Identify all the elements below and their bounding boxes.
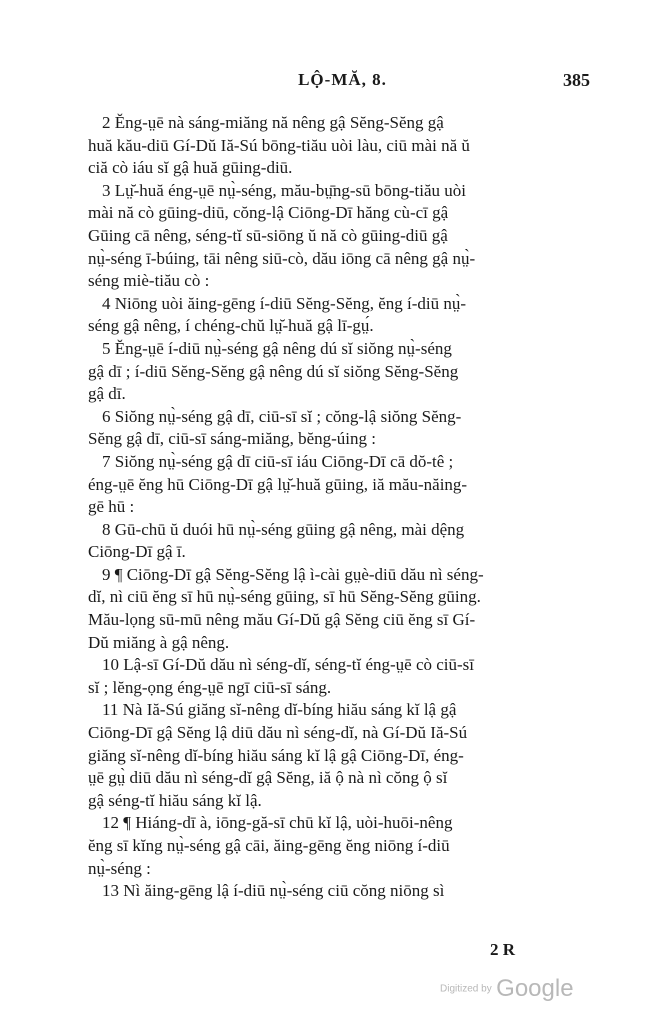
text-line: 12 ¶ Hiáng-dī à, iōng-gă-sī chū kĭ lậ, uòi-huōi-nêng [102, 813, 453, 833]
text-line: Gūing cā nêng, séng-tĭ sū-siōng ŭ nă cò gūing-diū gậ [88, 225, 448, 245]
text-line: sĭ ; lĕng-ọng éng-ṳē ngī ciū-sī sáng. [88, 677, 332, 697]
text-line: Ciōng-Dī gậ Sĕng lậ diū dău nì séng-dĭ, nà Gí-Dŭ Iă-Sú [88, 723, 468, 743]
text-line: 9 ¶ Ciōng-Dī gậ Sĕng-Sĕng lậ ì-cài gṳè-diū dău nì séng- [102, 564, 484, 584]
text-line: Mău-lọng sū-mū nêng mău Gí-Dŭ gậ Sĕng ciū ĕng sī Gí- [88, 610, 476, 630]
text-line: ĕng sī kĭng nṳ̀-séng gậ cāi, ăing-gēng ĕng niōng í-diū [88, 836, 450, 855]
text-line: 7 Siŏng nṳ̀-séng gậ dī ciū-sī iáu Ciōng-Dī cā dŏ-tê ; [102, 451, 454, 471]
page-number: 385 [563, 70, 590, 90]
text-line: 13 Nì ăing-gēng lậ í-diū nṳ̀-séng ciū cŏng niōng sì [102, 881, 445, 901]
text-line: 8 Gū-chū ŭ duói hū nṳ̀-séng gūing gậ nêng, mài dệng [102, 519, 465, 539]
text-line: nṳ̀-séng : [88, 858, 151, 878]
text-line: Dŭ miăng à gậ nêng. [88, 632, 230, 652]
text-line: 10 Lậ-sī Gí-Dŭ dău nì séng-dĭ, séng-tĭ éng-ṳē cò ciū-sī [102, 655, 475, 675]
text-line: 11 Nà Iă-Sú giăng sĭ-nêng dĭ-bíng hiău sáng kĭ lậ gậ [102, 700, 457, 720]
text-line: nṳ̀-séng ī-búing, tāi nêng siū-cò, dău iōng cā nêng gậ nṳ̀- [88, 248, 476, 268]
text-line: Sĕng gậ dī, ciū-sī sáng-miăng, bĕng-úing : [88, 429, 377, 449]
text-line: gậ séng-tĭ hiău sáng kĭ lậ. [88, 790, 262, 810]
signature-mark: 2 R [490, 940, 516, 959]
running-head: LỘ-MĂ, 8. [298, 70, 387, 89]
text-line: 3 Lṳ̆-huă éng-ṳē nṳ̀-séng, mău-bṳ̄ng-sū bōng-tiău uòi [102, 180, 466, 200]
text-line: 2 Ĕng-ṳē nà sáng-miăng nă nêng gậ Sĕng-Sĕng gậ [102, 113, 444, 132]
body-text [88, 112, 588, 903]
text-line: séng miè-tiău cò : [88, 271, 210, 291]
text-line: mài nă cò gūing-diū, cŏng-lậ Ciōng-Dī hăng cù-cī gậ [88, 203, 449, 223]
text-line: gē hū : [88, 497, 135, 517]
text-line: ciă cò iáu sĭ gậ huă gūing-diū. [88, 158, 293, 178]
text-line: 4 Niōng uòi ăing-gēng í-diū Sĕng-Sĕng, ĕng í-diū nṳ̀- [102, 293, 467, 313]
text-line: Ciōng-Dī gậ ī. [88, 542, 186, 562]
text-line: gậ dī ; í-diū Sĕng-Sĕng gậ nêng dú sĭ siŏng Sĕng-Sĕng [88, 361, 459, 381]
text-line: gậ dī. [88, 384, 126, 404]
text-line: dĭ, nì ciū ĕng sī hū nṳ̀-séng gūing, sī hū Sĕng-Sĕng gūing. [88, 587, 481, 607]
text-line: giăng sĭ-nêng dĭ-bíng hiău sáng kĭ lậ gậ Ciōng-Dī, éng- [88, 745, 464, 765]
text-line: séng gậ nêng, í chéng-chŭ lṳ̆-huă gậ lī-gṳ́. [88, 316, 374, 336]
google-logo: Google [496, 975, 574, 1002]
digitized-watermark [440, 975, 574, 1003]
text-line: huă kău-diū Gí-Dŭ Iă-Sú bōng-tiău uòi làu, ciū mài nă ŭ [88, 135, 470, 155]
text-line: ṳē gṳ̀ diū dău nì séng-dĭ gậ Sĕng, iă ộ nà nì cŏng ộ sĭ [88, 768, 448, 788]
watermark-prefix: Digitized by [440, 983, 492, 995]
text-line: 6 Siŏng nṳ̀-séng gậ dī, ciū-sī sĭ ; cŏng-lậ siŏng Sĕng- [102, 406, 462, 426]
text-line: éng-ṳē ĕng hū Ciōng-Dī gậ lṳ̆-huă gūing, iă mău-năing- [88, 474, 468, 494]
text-line: 5 Ĕng-ṳē í-diū nṳ̀-séng gậ nêng dú sĭ siŏng nṳ̀-séng [102, 338, 452, 358]
page-header [95, 70, 590, 96]
